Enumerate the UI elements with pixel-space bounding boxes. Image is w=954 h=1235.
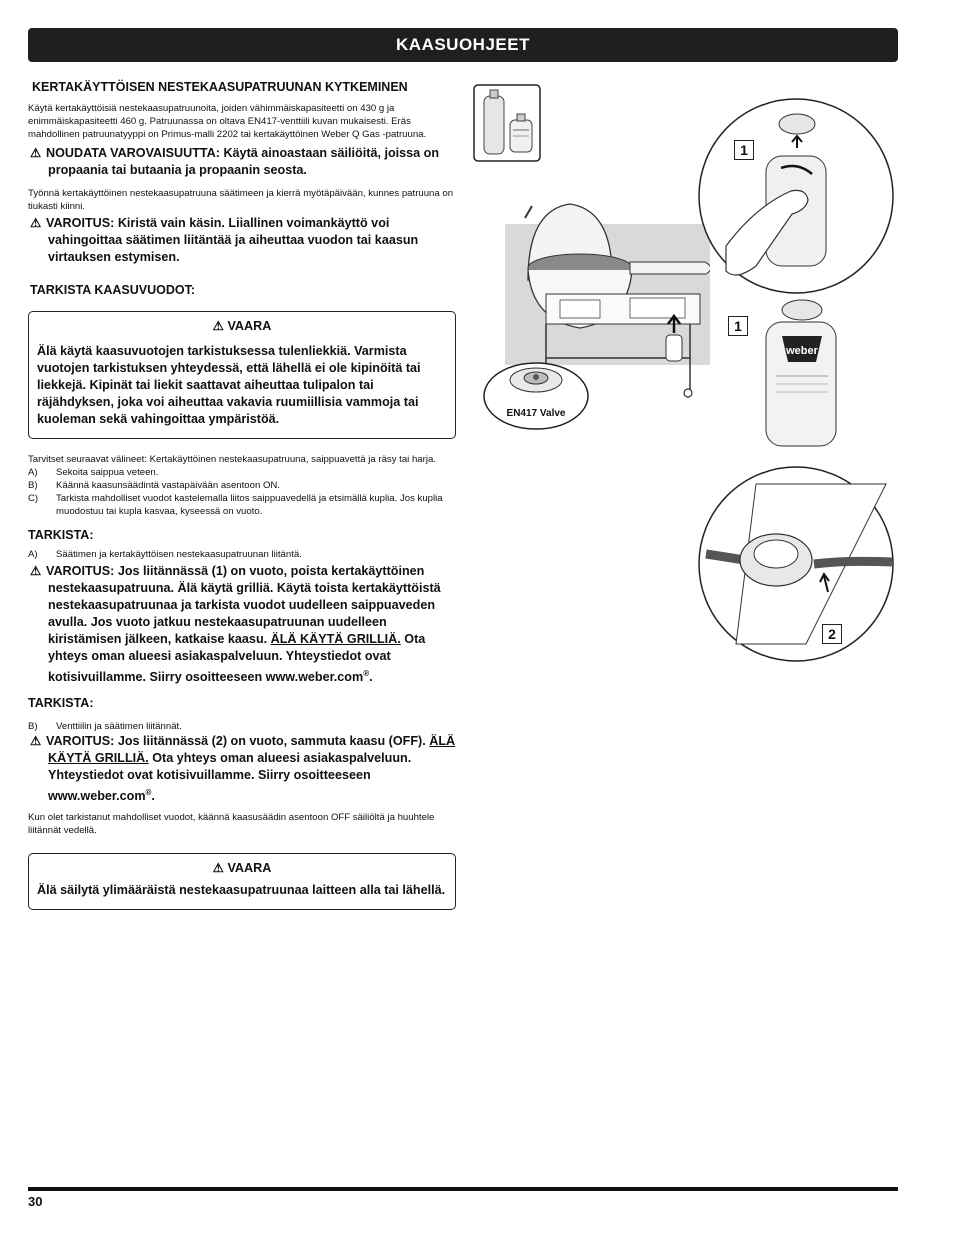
instructions-column xyxy=(28,80,456,910)
connect-heading: KERTAKÄYTTÖISEN NESTEKAASUPATRUUNAN KYTKEMINEN xyxy=(32,80,408,94)
hose-detail-figure xyxy=(696,464,900,668)
check-heading-1: TARKISTA: xyxy=(28,528,94,542)
page-number: 30 xyxy=(28,1194,43,1209)
steps-list xyxy=(28,466,456,518)
svg-text:weber: weber xyxy=(786,345,818,357)
valve-label: EN417 Valve xyxy=(506,408,566,419)
danger-box-flame xyxy=(28,311,456,439)
warning-triangle-icon: ⚠ xyxy=(212,861,228,876)
warning-triangle-icon: ⚠ xyxy=(30,216,42,230)
warning-triangle-icon: ⚠ xyxy=(212,319,228,333)
footer-rule xyxy=(28,1187,898,1191)
leak-warning-1: ⚠ VAROITUS: Jos liitännässä (1) on vuoto, poista kertakäyttöinen nestekaasupatruuna. Älä käytä grilliä. Käytä toista kertakäyttöistä nestekaasupatruunaa ja tarkista vuodot uudelleen saippuaveden avulla. Jos vuoto jatkuu nestekaasupatruunan uudelleen kiristämisen jälkeen, katkaise kaasu. ÄLÄ KÄYTÄ GRILLIÄ. Ota yhteys oman alueesi asiakaspalveluun. Yhteystiedot ovat kotisivuillamme. Siirry osoitteeseen www.weber.com®. xyxy=(30,564,441,685)
after-check-note: Kun olet tarkistanut mahdolliset vuodot, käännä kaasusäädin asentoon OFF säiliöltä ja huuhtele liitännät vedellä. xyxy=(28,812,435,837)
check-heading-2: TARKISTA: xyxy=(28,696,94,711)
danger-box-heading: ⚠ VAARA xyxy=(212,319,272,333)
leak-warning-2: ⚠ VAROITUS: Jos liitännässä (2) on vuoto, sammuta kaasu (OFF). ÄLÄ KÄYTÄ GRILLIÄ. Ota yhteys oman alueesi asiakaspalveluun. Yhteystiedot ovat kotisivuillamme. Siirry osoitteeseen www.weber.com®. xyxy=(30,734,456,804)
warning-triangle-icon: ⚠ xyxy=(30,564,42,578)
regulator-icon xyxy=(779,114,815,134)
cartridge-thumbnail-figure xyxy=(473,84,541,162)
connect-intro: Käytä kertakäyttöisiä nestekaasupatruunoita, joiden vähimmäiskapasiteetti on 430 g ja enimmäiskapasiteetti 460 g. Patruunassa on oltava EN417-venttiili kuvan mukaisesti. Eräs mahdollinen patruunatyyppi on Primus-malli 2202 tai kertakäyttöinen Weber Q Gas -patruuna. xyxy=(28,103,427,140)
connect-detail-figure xyxy=(696,96,896,296)
caution-notice: ⚠ NOUDATA VAROVAISUUTTA: Käytä ainoastaan säiliöitä, joissa on propaania tai butaania ja propaanin seosta. xyxy=(30,146,440,177)
danger-box-storage xyxy=(28,853,456,910)
list-item: A) Sekoita saippua veteen. xyxy=(28,467,159,478)
check-item-b: B) Venttiilin ja säätimen liitännät. xyxy=(28,721,182,733)
regulator-icon xyxy=(782,300,822,320)
leak-check-heading: TARKISTA KAASUVUODOT: xyxy=(30,283,196,297)
danger-box-text: Älä säilytä ylimääräistä nestekaasupatruunaa laitteen alla tai lähellä. xyxy=(37,883,446,898)
connect-instruction: Työnnä kertakäyttöinen nestekaasupatruuna säätimeen ja kierrä myötäpäivään, kunnes patruuna on tiukasti kiinni. xyxy=(28,188,454,212)
hand-tighten-warning: ⚠ VAROITUS: Kiristä vain käsin. Liiallinen voimankäyttö voi vahingoittaa säätimen liitäntää ja aiheuttaa vuodon tai kaasun virtauksen estymisen. xyxy=(30,216,419,264)
hose-icon xyxy=(814,561,892,564)
list-item: C) Tarkista mahdolliset vuodot kastelemalla liitos saippuavedellä ja etsimällä kuplia. Jos kuplia muodostuu tai kupla kasvaa, kyseessä on vuoto. xyxy=(28,493,443,517)
warning-triangle-icon: ⚠ xyxy=(30,734,42,749)
callout-1: 1 xyxy=(734,140,754,160)
section-header-bar xyxy=(28,28,898,62)
callout-1b: 1 xyxy=(728,316,748,336)
tools-needed: Tarvitset seuraavat välineet: Kertakäyttöinen nestekaasupatruuna, saippuavettä ja räsy tai harja. xyxy=(28,454,436,465)
danger-box-text: Älä käytä kaasuvuotojen tarkistuksessa tulenliekkiä. Varmista vuotojen tarkistuksen yhteydessä, että lähellä ei ole kipinöitä tai liekkejä. Kipinät tai liekit saattavat aiheuttaa tulipalon tai räjähdyksen, joka voi aiheuttaa vakavia ruumiillisia vammoja tai kuoleman sekä vahingoittaa ympäristöä. xyxy=(37,344,421,426)
callout-2: 2 xyxy=(822,624,842,644)
check-item-a: A) Säätimen ja kertakäyttöisen nestekaasupatruunan liitäntä. xyxy=(28,549,302,560)
warning-triangle-icon: ⚠ xyxy=(30,146,42,160)
cartridge-detail-figure xyxy=(758,296,858,448)
valve-inset-figure xyxy=(480,360,590,430)
cartridge-tall-icon xyxy=(484,96,504,154)
section-title: KAASUOHJEET xyxy=(396,35,530,54)
danger-box-heading: ⚠ VAARA xyxy=(212,861,272,876)
list-item: B) Käännä kaasunsäädintä vastapäivään asentoon ON. xyxy=(28,480,281,491)
